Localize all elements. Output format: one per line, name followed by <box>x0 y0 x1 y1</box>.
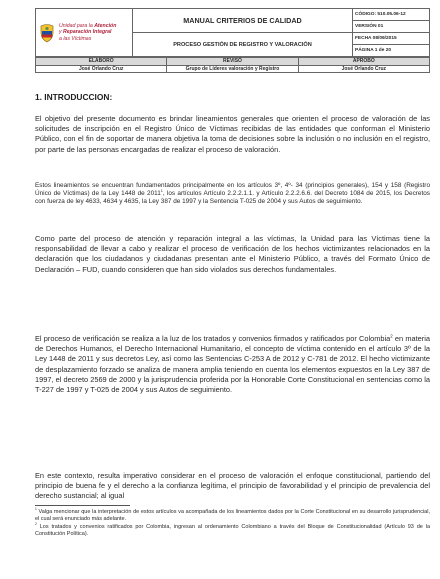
document-title: MANUAL CRITERIOS DE CALIDAD <box>133 9 353 33</box>
signature-table <box>35 57 430 73</box>
paragraph-legal-basis: Estos lineamientos se encuentran fundamentados principalmente en los artículos 3º, 4º- 34 (principios generales), 154 y 158 (Registro Único de Víctimas) de la Ley 1448 de 2011$^1$, los artículos Artículo 2.2.2.1.1. y Artículo 2.2.2.6.6. del Decreto 1084 de 2015, los Decretos con fuerza de ley 4633, 4634 y 4635, la Ley 387 de 1997 y la Sentencia T-025 de 2004 y sus Autos de seguimiento. <box>35 182 430 206</box>
footnote-1: $^1$ Valga mencionar que la interpretación de estos artículos va acompañada de los lineamientos dados por la Corte Constitucional en su desarrollo jurisprudencial, el cual será enunciado más adelante. <box>35 507 430 522</box>
document-code: CÓDIGO: 510.05.06-12 <box>353 9 430 21</box>
document-header <box>35 8 430 57</box>
signature-elaboro: José Orlando Cruz <box>36 65 167 73</box>
document-process: PROCESO GESTIÓN DE REGISTRO Y VALORACIÓN <box>133 33 353 57</box>
document-version: VERSIÓN 01 <box>353 21 430 33</box>
paragraph-objective: El objetivo del presente documento es brindar lineamientos generales que orienten el proceso de valoración de las solicitudes de inscripción en el Registro Único de Víctimas recibidas de las entidades que conforman el Ministerio Público, con el fin de soportar de manera objetiva la toma de decisiones sobre la inclusión o no inclusión en el registro, por parte de las personas encargadas de realizar el proceso de valoración. <box>35 114 430 154</box>
signature-header-reviso: REVISÓ <box>167 58 298 66</box>
unidad-victimas-logo <box>36 19 132 47</box>
signature-header-elaboro: ELABORÓ <box>36 58 167 66</box>
colombia-coat-of-arms-icon <box>39 23 55 43</box>
footnote-ref-1: 1 <box>160 189 163 194</box>
footnote-2: $^2$ Los tratados y convenios ratificados por Colombia, ingresan al ordenamiento Colombiano a través del Bloque de Constitucionalidad (Artículo 93 de la Constitución Política). <box>35 522 430 537</box>
signature-values <box>36 65 430 73</box>
signature-reviso: Grupo de Líderes valoración y Registro <box>167 65 298 73</box>
footnote-divider <box>35 505 130 506</box>
paragraph-context: En este contexto, resulta imperativo considerar en el proceso de valoración el enfoque constitucional, partiendo del principio de buena fe y el derecho a la confianza legítima, el principio de favorabilidad y el principio de prevalencia del derecho sustancial; al igual <box>35 471 430 501</box>
signature-aprobo: José Orlando Cruz <box>298 65 429 73</box>
paragraph-verification-process: El proceso de verificación se realiza a la luz de los tratados y convenios firmados y ratificados por Colombia$^2$ en materia de Derechos Humanos, el Derecho Internacional Humanitario, el concepto de víctima contenido en el artículo 3º de la Ley 1448 de 2011 y sus decretos Ley, así como las Sentencias C-253 A de 2012 y C-781 de 2012. El hecho victimizante de desplazamiento forzado se analiza de manera amplia teniendo en cuenta los elementos expuestos en la Ley 387 de 1997, el decreto 2569 de 2000 y la jurisprudencia proferida por la Honorable Corte Constitucional en sentencias como la T-227 de 1997 y T-025 de 2004 y sus Autos de seguimiento. <box>35 333 430 395</box>
footnote-ref-2: 2 <box>390 333 393 339</box>
document-page-number: PÁGINA 1 de 20 <box>353 45 430 57</box>
section-heading: 1. INTRODUCCION: <box>35 92 113 102</box>
logo-text: Unidad para la Atención y Reparación Integral a las Víctimas <box>59 23 117 42</box>
paragraph-verification-responsibility: Como parte del proceso de atención y reparación integral a las víctimas, la Unidad para las Víctimas tiene la responsabilidad de llevar a cabo y realizar el proceso de verificación de los hechos victimizantes relacionados en la declaración que los ciudadanos y ciudadanas presentan ante el Ministerio Público, a través del Formato Único de Declaración – FUD, cuando consideren que han sido violados sus derechos fundamentales. <box>35 234 430 274</box>
signature-header-aprobo: APROBÓ <box>298 58 429 66</box>
signature-headers <box>36 58 430 66</box>
logo-cell <box>36 9 133 57</box>
document-date: FECHA 08/09/2015 <box>353 33 430 45</box>
